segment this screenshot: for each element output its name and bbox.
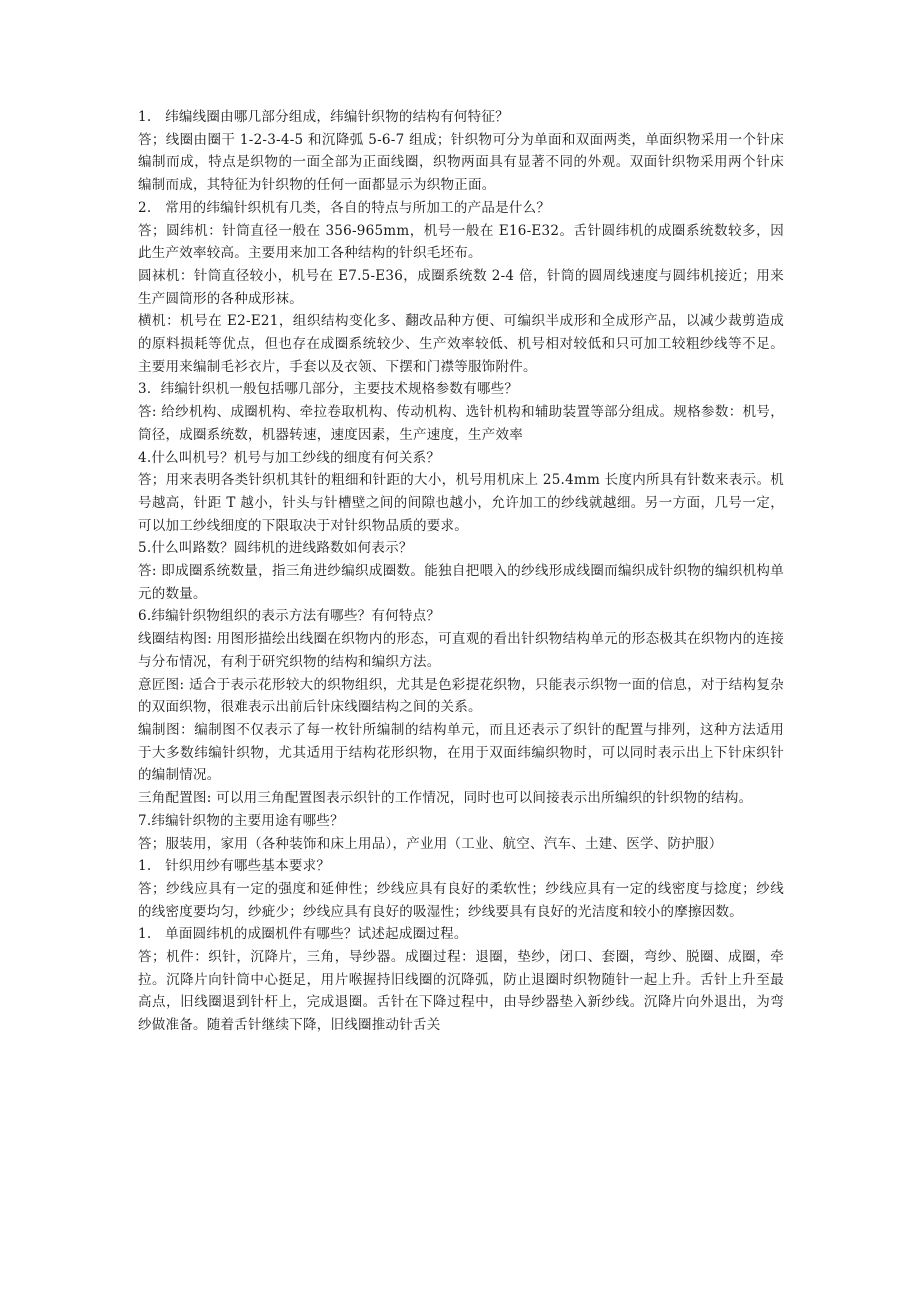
single-jersey-answer: 答；机件：织针，沉降片，三角，导纱器。成圈过程：退圈，垫纱，闭口、套圈，弯纱、脱圈、成圈，牵拉。沉降片向针筒中心挺足，用片喉握持旧线圈的沉降弧，防止退圈时织物随针一起上升。舌针上升至最高点，旧线圈退到针杆上，完成退圈。舌针在下降过程中，由导纱器垫入新纱线。沉降片向外退出，为弯纱做准备。随着舌针继续下降，旧线圈推动针舌关 bbox=[138, 949, 784, 1034]
single-jersey-question-heading: 1. 单面圆纬机的成圈机件有哪些？试述起成圈过程。 bbox=[138, 926, 468, 943]
answer-3: 答: 给纱机构、成圈机构、牵拉卷取机构、传动机构、选针机构和辅助装置等部分组成。规格参数：机号，筒径，成圈系统数，机器转速，速度因素，生产速度，生产效率 bbox=[138, 404, 784, 443]
document-body bbox=[138, 106, 784, 1037]
question-2-heading: 2. 常用的纬编针织机有几类，各自的特点与所加工的产品是什么？ bbox=[138, 199, 551, 216]
answer-2-circular-knitting: 答；圆纬机：针筒直径一般在 356-965mm，机号一般在 E16-E32。舌针圆纬机的成圈系统数较多，因此生产效率较高。主要用来加工各种结构的针织毛坯布。 bbox=[138, 222, 784, 262]
answer-7: 答；服装用，家用（各种装饰和床上用品），产业用（工业、航空、汽车、土建、医学、防护服） bbox=[138, 835, 723, 852]
question-7-heading: 7.纬编针织物的主要用途有哪些？ bbox=[138, 812, 344, 829]
question-5-heading: 5.什么叫路数？圆纬机的进线路数如何表示？ bbox=[138, 540, 413, 557]
question-4-heading: 4.什么叫机号？机号与加工纱线的细度有何关系？ bbox=[138, 449, 441, 466]
answer-2-flat-machine: 横机：机号在 E2-E21，组织结构变化多、翻改品种方便、可编织半成形和全成形产品，以减少裁剪造成的原料损耗等优点，但也存在成圈系统较少、生产效率较低、机号相对较低和只可加工较粗纱线等不足。主要用来编制毛衫衣片，手套以及衣领、下摆和门襟等服饰附件。 bbox=[138, 313, 784, 375]
answer-6-cam-arrangement: 三角配置图: 可以用三角配置图表示织针的工作情况，同时也可以间接表示出所编织的针织物的结构。 bbox=[138, 790, 753, 807]
answer-2-hosiery-machine: 圆袜机：针筒直径较小，机号在 E7.5-E36，成圈系统数 2-4 倍，针筒的圆周线速度与圆纬机接近；用来生产圆筒形的各种成形袜。 bbox=[138, 267, 784, 307]
answer-6-knitting-diagram: 编制图：编制图不仅表示了每一枚针所编制的结构单元，而且还表示了织针的配置与排列，这种方法适用于大多数纬编针织物，尤其适用于结构花形织物，在用于双面纬编织物时，可以同时表示出上下针床织针的编制情况。 bbox=[138, 721, 784, 784]
yarn-answer: 答；纱线应具有一定的强度和延伸性；纱线应具有良好的柔软性；纱线应具有一定的线密度与捻度；纱线的线密度要均匀，纱疵少；纱线应具有良好的吸湿性；纱线要具有良好的光洁度和较小的摩擦因数。 bbox=[138, 880, 784, 920]
answer-6-design-chart: 意匠图: 适合于表示花形较大的织物组织，尤其是色彩提花织物，只能表示织物一面的信息，对于结构复杂的双面织物，很难表示出前后针床线圈结构之间的关系。 bbox=[138, 676, 784, 716]
answer-5: 答: 即成圈系统数量，指三角进纱编织成圈数。能独自把喂入的纱线形成线圈而编织成针织物的编织机构单元的数量。 bbox=[138, 563, 784, 602]
question-1-heading: 1. 纬编线圈由哪几部分组成，纬编针织物的结构有何特征？ bbox=[138, 109, 509, 125]
yarn-question-heading: 1. 针织用纱有哪些基本要求？ bbox=[138, 858, 331, 875]
answer-4: 答；用来表明各类针织机其针的粗细和针距的大小，机号用机床上 25.4mm 长度内所具有针数来表示。机号越高，针距 T 越小，针头与针槽壁之间的间隙也越小，允许加工的纱线就越细。另一方面，几号一定，可以加工纱线细度的下限取决于对针织物品质的要求。 bbox=[138, 472, 784, 534]
answer-6-loop-structure: 线圈结构图: 用图形描绘出线圈在织物内的形态，可直观的看出针织物结构单元的形态极其在织物内的连接与分布情况，有利于研究织物的结构和编织方法。 bbox=[138, 631, 784, 670]
question-6-heading: 6.纬编针织物组织的表示方法有哪些？有何特点？ bbox=[138, 608, 441, 625]
answer-1: 答；线圈由圈干 1-2-3-4-5 和沉降弧 5-6-7 组成；针织物可分为单面和双面两类，单面织物采用一个针床编制而成，特点是织物的一面全部为正面线圈，织物两面具有显著不同的外观。双面针织物采用两个针床编制而成，其特征为针织物的任何一面都显示为织物正面。 bbox=[138, 131, 784, 194]
question-3-heading: 3．纬编针织机一般包括哪几部分，主要技术规格参数有哪些？ bbox=[138, 381, 519, 398]
